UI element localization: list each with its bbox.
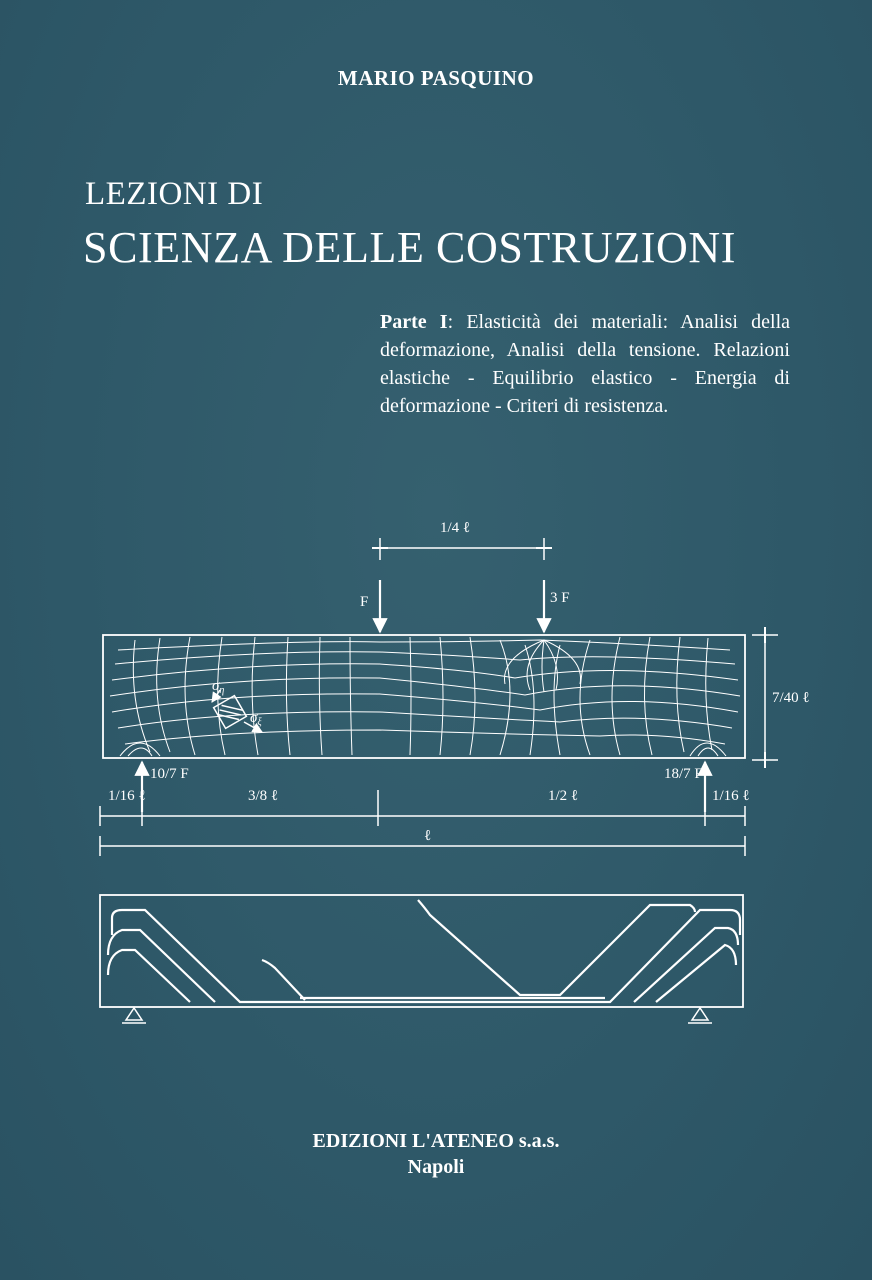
- dim-total-label: ℓ: [424, 828, 432, 844]
- title-line-1: LEZIONI DI: [85, 176, 264, 212]
- reaction-left-label: 10/7 F: [150, 766, 189, 782]
- part-description: [380, 308, 790, 420]
- publisher-name: EDIZIONI L'ATENEO s.a.s.: [312, 1130, 560, 1152]
- load-left-label: F: [360, 594, 369, 610]
- height-dimension-label: 7/40 ℓ: [772, 690, 810, 706]
- sigma-xi-label: $\sigma_\xi$: [250, 710, 262, 728]
- publisher-city: Napoli: [407, 1156, 465, 1178]
- dim-left-overhang-label: 1/16 ℓ: [108, 788, 146, 804]
- stress-trajectories: [110, 637, 740, 756]
- dim-left-span-label: 3/8 ℓ: [248, 788, 279, 804]
- support-left: [122, 1008, 146, 1023]
- reinforcement-bars: [108, 900, 740, 1002]
- part-text: : Elasticità dei materiali: Analisi della deformazione, Analisi della tensione. Relazioni elastiche - Equilibrio elastico - Energia di deformazione - Criteri di resistenza.: [380, 311, 790, 417]
- beam-diagram: [0, 490, 872, 1050]
- top-dimension-label: 1/4 ℓ: [440, 520, 471, 536]
- sigma-eta-label: $\sigma_\eta$: [212, 678, 225, 696]
- load-right-label: 3 F: [550, 590, 570, 606]
- part-label: Parte I: [380, 311, 448, 333]
- support-right: [688, 1008, 712, 1023]
- title-line-2: SCIENZA DELLE COSTRUZIONI: [83, 223, 736, 272]
- dim-right-overhang-label: 1/16 ℓ: [712, 788, 750, 804]
- dim-right-span-label: 1/2 ℓ: [548, 788, 579, 804]
- author-name: MARIO PASQUINO: [337, 66, 535, 90]
- publisher: [0, 1128, 872, 1180]
- reaction-right-label: 18/7 F: [664, 766, 703, 782]
